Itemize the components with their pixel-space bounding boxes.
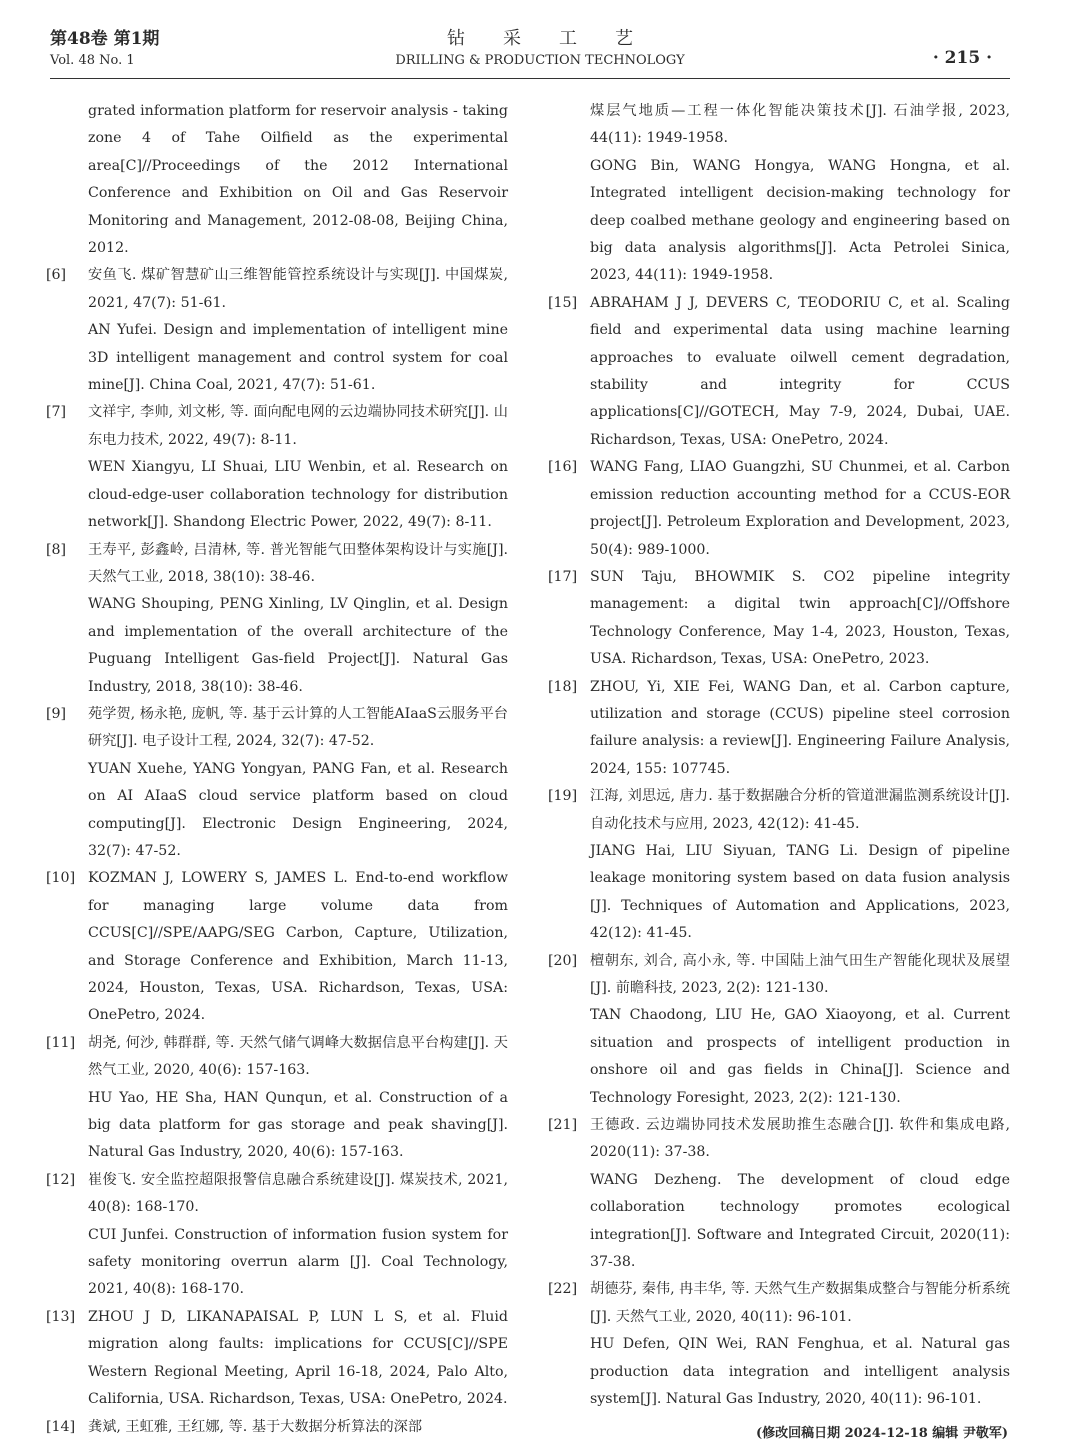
reference-en: AN Yufei. Design and implementation of intelligent mine 3D intelligent management and control system for coal mine[J]. China Coal, 2021, 47(7): 51-61. [88, 322, 508, 394]
reference-cn: 胡德芬, 秦伟, 冉丰华, 等. 天然气生产数据集成整合与智能分析系统[J]. 天然气工业, 2020, 40(11): 96-101. [590, 1281, 1010, 1325]
header-rule [50, 78, 1010, 79]
reference-en: WANG Dezheng. The development of cloud edge collaboration technology promotes ecological integration[J]. Software and Integrated Circuit, 2020(11): 37-38. [590, 1171, 1010, 1271]
journal-title-en: DRILLING & PRODUCTION TECHNOLOGY [395, 53, 685, 68]
reference-19 [548, 783, 1010, 947]
reference-number: [13] [46, 1308, 76, 1325]
reference-number: [19] [548, 788, 578, 805]
reference-number: [9] [46, 705, 67, 722]
reference-cn: 江海, 刘思远, 唐力. 基于数据融合分析的管道泄漏监测系统设计[J]. 自动化技术与应用, 2023, 42(12): 41-45. [590, 788, 1010, 832]
reference-12 [46, 1167, 508, 1304]
journal-title [340, 28, 740, 72]
reference-en: ZHOU J D, LIKANAPAISAL P, LUN L S, et al. Fluid migration along faults: implications for CCUS[C]//SPE Western Regional Meeting, April 16-18, 2024, Palo Alto, California, USA. Richardson, Texas, USA: OnePetro, 2024. [88, 1308, 508, 1408]
page-number: · 215 · [932, 48, 992, 68]
revision-footer: (修改回稿日期 2024-12-18 编辑 尹敬军) [755, 1425, 1008, 1441]
reference-en: ABRAHAM J J, DEVERS C, TEODORIU C, et al. Scaling field and experimental data using machine learning approaches to evaluate oilwell cement degradation, stability and integrity for CCUS applications[C]//GOTECH, May 7-9, 2024, Dubai, UAE. Richardson, Texas, USA: OnePetro, 2024. [590, 294, 1010, 448]
reference-cn: 苑学贺, 杨永艳, 庞帆, 等. 基于云计算的人工智能AIaaS云服务平台研究[J]. 电子设计工程, 2024, 32(7): 47-52. [88, 705, 508, 750]
reference-17 [548, 564, 1010, 674]
reference-en: CUI Junfei. Construction of information fusion system for safety monitoring overrun alarm [J]. Coal Technology, 2021, 40(8): 168-170. [88, 1226, 508, 1298]
reference-cn: 崔俊飞. 安全监控超限报警信息融合系统建设[J]. 煤炭技术, 2021, 40(8): 168-170. [88, 1171, 508, 1216]
reference-en: grated information platform for reservoir analysis - taking zone 4 of Tahe Oilfield as the experimental area[C]//Proceedings of the 2012 International Conference and Exhibition on Oil and Gas Reservoir Monitoring and Management, 2012-08-08, Beijing China, 2012. [88, 103, 508, 257]
reference-en: HU Defen, QIN Wei, RAN Fenghua, et al. Natural gas production data integration and intelligent analysis system[J]. Natural Gas Industry, 2020, 40(11): 96-101. [590, 1336, 1010, 1408]
reference-en: WANG Fang, LIAO Guangzhi, SU Chunmei, et al. Carbon emission reduction accounting method for a CCUS-EOR project[J]. Petroleum Exploration and Development, 2023, 50(4): 989-1000. [590, 459, 1010, 558]
reference-16 [548, 454, 1010, 564]
reference-number: [17] [548, 568, 578, 585]
reference-9 [46, 701, 508, 865]
reference-en: JIANG Hai, LIU Siyuan, TANG Li. Design of pipeline leakage monitoring system based on data fusion analysis [J]. Techniques of Automation and Applications, 2023, 42(12): 41-45. [590, 842, 1010, 942]
reference-cn: 胡尧, 何沙, 韩群群, 等. 天然气储气调峰大数据信息平台构建[J]. 天然气工业, 2020, 40(6): 157-163. [88, 1034, 508, 1079]
reference-cn: 王德政. 云边端协同技术发展助推生态融合[J]. 软件和集成电路, 2020(11): 37-38. [590, 1117, 1010, 1161]
reference-en: TAN Chaodong, LIU He, GAO Xiaoyong, et al. Current situation and prospects of intelligent production in onshore oil and gas fields in China[J]. Science and Technology Foresight, 2023, 2(2): 121-130. [590, 1007, 1010, 1106]
reference-number: [18] [548, 678, 578, 695]
reference-number: [6] [46, 267, 67, 284]
reference-number: [12] [46, 1171, 76, 1188]
reference-6 [46, 262, 508, 399]
reference-8 [46, 537, 508, 701]
reference-number: [11] [46, 1034, 76, 1051]
reference-13 [46, 1304, 508, 1414]
reference-18 [548, 674, 1010, 784]
reference-21 [548, 1112, 1010, 1276]
reference-number: [14] [46, 1418, 76, 1435]
reference-cn: 安鱼飞. 煤矿智慧矿山三维智能管控系统设计与实现[J]. 中国煤炭, 2021, 47(7): 51-61. [88, 267, 508, 311]
volume-cn: 第48卷 第1期 [50, 29, 160, 49]
reference-number: [21] [548, 1117, 578, 1134]
reference-14 [46, 1414, 508, 1441]
page-header [0, 0, 1080, 82]
volume-en: Vol. 48 No. 1 [50, 53, 135, 68]
reference-number: [10] [46, 870, 76, 887]
volume-info [50, 28, 159, 72]
reference-cn: 龚斌, 王虹雅, 王红娜, 等. 基于大数据分析算法的深部 [88, 1418, 423, 1435]
reference-en: WEN Xiangyu, LI Shuai, LIU Wenbin, et al. Research on cloud-edge-user collaboration technology for distribution network[J]. Shandong Electric Power, 2022, 49(7): 8-11. [88, 459, 508, 531]
reference-10 [46, 865, 508, 1029]
reference-cn: 文祥宇, 李帅, 刘文彬, 等. 面向配电网的云边端协同技术研究[J]. 山东电力技术, 2022, 49(7): 8-11. [88, 404, 508, 448]
reference-7 [46, 399, 508, 536]
left-column [46, 98, 508, 1441]
reference-15 [548, 290, 1010, 454]
reference-11 [46, 1030, 508, 1167]
reference-en: SUN Taju, BHOWMIK S. CO2 pipeline integrity management: a digital twin approach[C]//Offshore Technology Conference, May 1-4, 2023, Houston, Texas, USA. Richardson, Texas, USA: OnePetro, 2023. [590, 568, 1010, 668]
reference-14-continued [548, 98, 1010, 290]
journal-title-cn: 钻采工艺 [447, 28, 671, 49]
reference-en: GONG Bin, WANG Hongya, WANG Hongna, et al. Integrated intelligent decision-making technology for deep coalbed methane geology and engineering based on big data analysis algorithms[J]. Acta Petrolei Sinica, 2023, 44(11): 1949-1958. [590, 157, 1010, 284]
reference-number: [20] [548, 952, 578, 969]
reference-cn: 煤层气地质—工程一体化智能决策技术[J]. 石油学报, 2023, 44(11): 1949-1958. [590, 103, 1010, 147]
reference-number: [15] [548, 294, 578, 311]
reference-cn: 王寿平, 彭鑫岭, 吕清林, 等. 普光智能气田整体架构设计与实施[J]. 天然气工业, 2018, 38(10): 38-46. [88, 541, 508, 585]
reference-en: KOZMAN J, LOWERY S, JAMES L. End-to-end workflow for managing large volume data from CCUS[C]//SPE/AAPG/SEG Carbon, Capture, Utilization, and Storage Conference and Exhibition, March 11-13, 2024, Houston, Texas, USA. Richardson, Texas, USA: OnePetro, 2024. [88, 870, 508, 1024]
reference-number: [16] [548, 459, 578, 476]
reference-en: YUAN Xuehe, YANG Yongyan, PANG Fan, et al. Research on AI AIaaS cloud service platform based on cloud computing[J]. Electronic Design Engineering, 2024, 32(7): 47-52. [88, 760, 508, 859]
reference-en: HU Yao, HE Sha, HAN Qunqun, et al. Construction of a big data platform for gas storage and peak shaving[J]. Natural Gas Industry, 2020, 40(6): 157-163. [88, 1089, 508, 1161]
reference-number: [22] [548, 1281, 578, 1298]
reference-number: [7] [46, 404, 67, 421]
reference-cn: 檀朝东, 刘合, 高小永, 等. 中国陆上油气田生产智能化现状及展望[J]. 前瞻科技, 2023, 2(2): 121-130. [590, 952, 1010, 996]
reference-en: ZHOU, Yi, XIE Fei, WANG Dan, et al. Carbon capture, utilization and storage (CCUS) pipeline steel corrosion failure analysis: a review[J]. Engineering Failure Analysis, 2024, 155: 107745. [590, 678, 1010, 777]
reference-20 [548, 948, 1010, 1112]
reference-continued [46, 98, 508, 262]
reference-number: [8] [46, 541, 67, 558]
right-column [548, 98, 1010, 1447]
reference-22 [548, 1276, 1010, 1413]
reference-en: WANG Shouping, PENG Xinling, LV Qinglin, et al. Design and implementation of the overall architecture of the Puguang Intelligent Gas-field Project[J]. Natural Gas Industry, 2018, 38(10): 38-46. [88, 596, 508, 695]
